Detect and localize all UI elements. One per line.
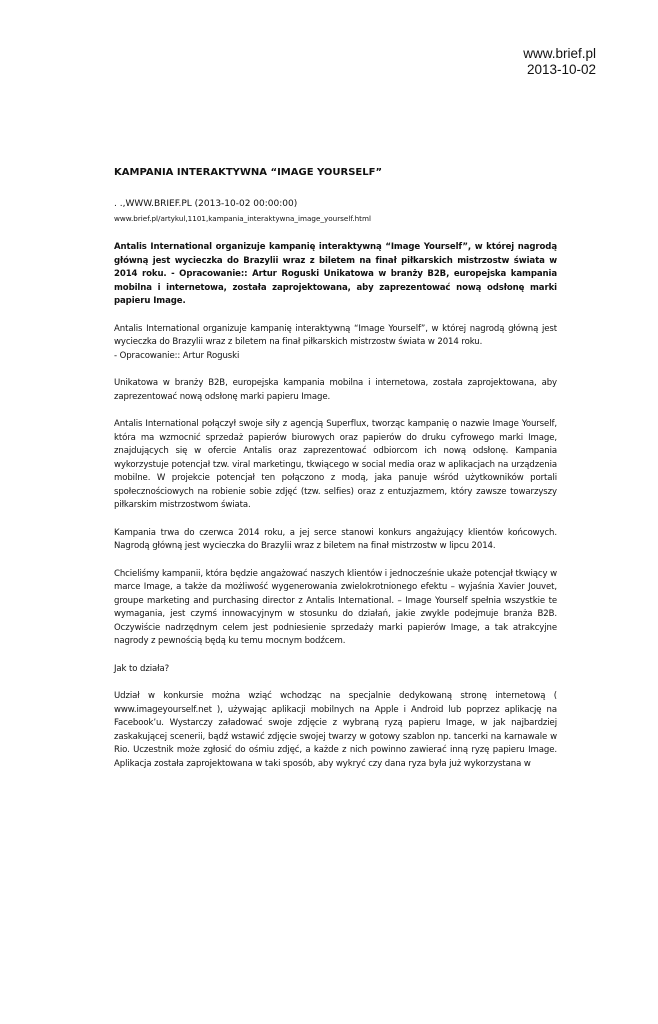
paragraph-intro [114,323,557,364]
paragraph-how-it-works: Jak to działa? [114,663,170,674]
article-url: www.brief.pl/artykul,1101,kampania_interaktywna_image_yourself.html [114,214,371,223]
document-header [523,46,596,78]
article-body [114,166,557,771]
publish-date: 2013-10-02 [526,62,596,77]
paragraph-contest-duration: Kampania trwa do czerwca 2014 roku, a jej serce stanowi konkurs angażujący klientów końcowych. Nagrodą główną jest wycieczka do Brazylii wraz z biletem na finał mistrzostw w lipcu 2014. [114,527,557,551]
paragraph-quote: Chcieliśmy kampanii, która będzie angażować naszych klientów i jednocześnie ukaże potencjał tkwiący w marce Image, a także da możliwość wygenerowania zwielokrotnionego efektu – wyjaśnia Xavier Jouvet, groupe marketing and purchasing director z Antalis International. – Image Yourself spełnia wszystkie te wymagania, jest czymś innowacyjnym w stosunku do działań, jakie zwykle podejmuje branża B2B. Oczywiście nadrzędnym celem jest podniesienie sprzedaży marki papierów Image, a tak atrakcyjne nagrody z pewnością będą ku temu mocnym bodźcem. [114,568,557,646]
site-name: www.brief.pl [523,46,596,61]
article-source: . .,WWW.BRIEF.PL (2013-10-02 00:00:00) [114,199,298,209]
article-title: KAMPANIA INTERAKTYWNA “IMAGE YOURSELF” [114,167,383,178]
paragraph-superflux: Antalis International połączył swoje siły z agencją Superflux, tworząc kampanię o nazwie Image Yourself, która ma wzmocnić sprzedaż papierów biurowych oraz papierów do druku cyfrowego marki Image, znajdujących się w ofercie Antalis oraz zaprezentować odbiorcom ich nową odsłonę. Kampania wykorzystuje potencjał tzw. viral marketingu, tkwiącego w social media oraz w aplikacjach na urządzenia mobilne. W projekcie potencjał ten połączono z modą, jaka panuje wśród użytkowników portali społecznościowych na robienie sobie zdjęć (tzw. selfies) oraz z entuzjazmem, który zawsze towarzyszy piłkarskim mistrzostwom świata. [114,419,557,510]
paragraph-participation: Udział w konkursie można wziąć wchodząc na specjalnie dedykowaną stronę internetową ( www.imageyourself.net ), używając aplikacji mobilnych na Apple i Android lub poprzez aplikację na Facebook’u. Wystarczy załadować swoje zdjęcie z wybraną ryzą papieru Image, w jak najbardziej zaskakującej scenerii, bądź wstawić zdjęcie swojej twarzy w gotowy szablon np. tancerki na karnawale w Rio. Uczestnik może zgłosić do ośmiu zdjęć, a każde z nich powinno zawierać inną ryzę papieru Image. Aplikacja została zaprojektowana w taki sposób, aby wykryć czy dana ryza była już wykorzystana w [114,691,557,769]
paragraph-intro-author: - Opracowanie:: Artur Roguski [114,350,240,361]
paragraph-b2b: Unikatowa w branży B2B, europejska kampania mobilna i internetowa, została zaprojektowana, aby zaprezentować nową odsłonę marki papieru Image. [114,378,557,402]
article-lead: Antalis International organizuje kampanię interaktywną “Image Yourself”, w której nagrodą główną jest wycieczka do Brazylii wraz z biletem na finał piłkarskich mistrzostw świata w 2014 roku. - Opracowanie:: Artur Roguski Unikatowa w branży B2B, europejska kampania mobilna i internetowa, została zaprojektowana, aby zaprezentować nową odsłonę marki papieru Image. [114,242,557,306]
paragraph-intro-text: Antalis International organizuje kampanię interaktywną “Image Yourself”, w której nagrodą główną jest wycieczka do Brazylii wraz z biletem na finał piłkarskich mistrzostw świata w 2014 roku. [114,323,557,347]
